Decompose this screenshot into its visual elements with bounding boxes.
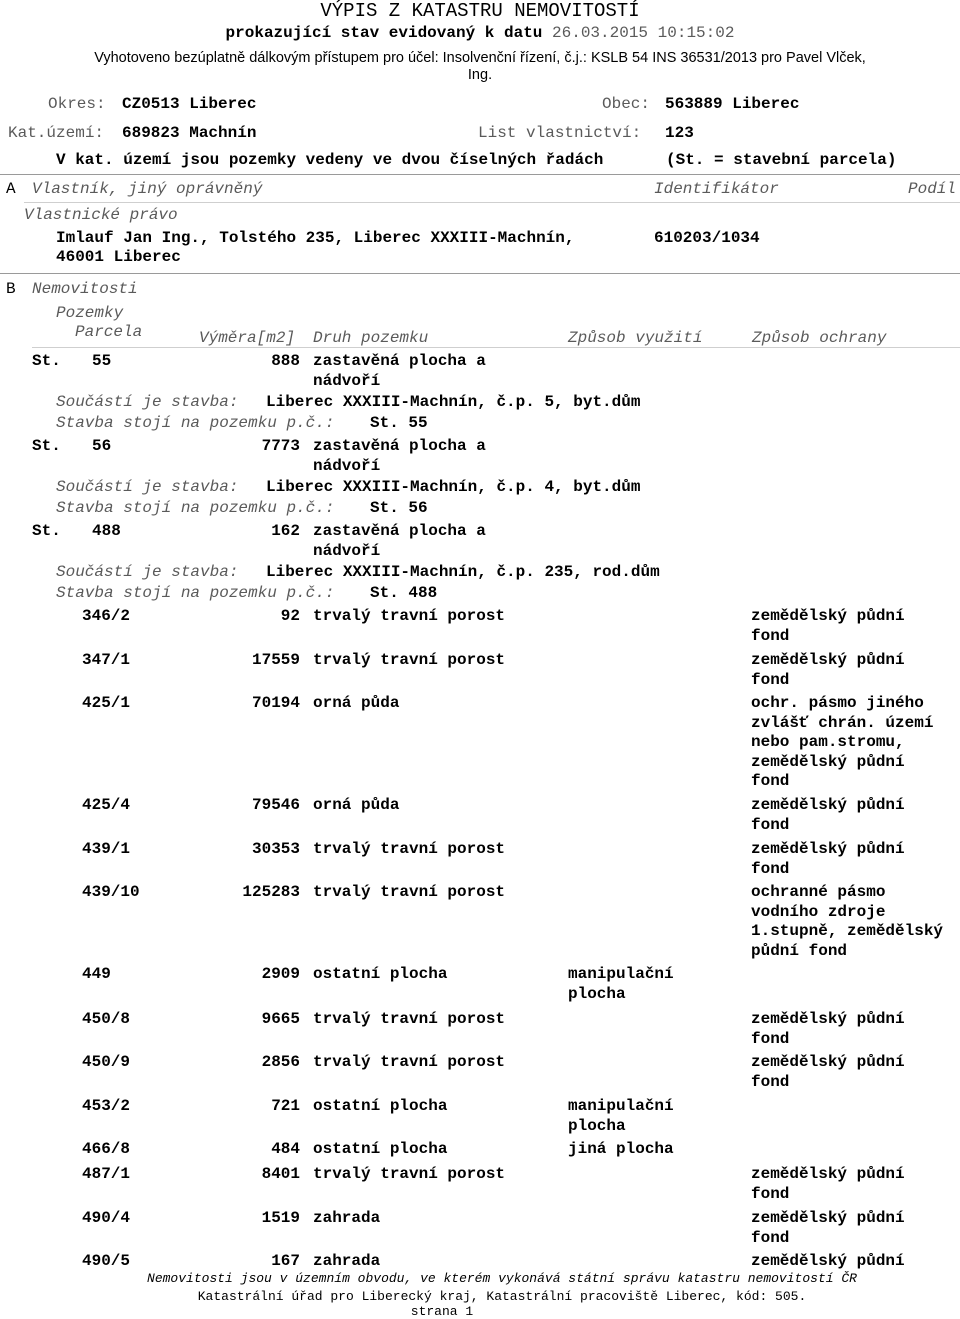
parcel-number: 450/9: [82, 1053, 131, 1071]
parcel-type: zahrada: [313, 1252, 381, 1270]
parcel-protection: zemědělský půdní: [751, 651, 905, 669]
parcel-number: 450/8: [82, 1010, 131, 1028]
building-area: 7773: [261, 437, 300, 455]
document-title: VÝPIS Z KATASTRU NEMOVITOSTÍ: [320, 0, 640, 22]
col-share: Podíl: [908, 180, 957, 198]
parcel-area: 721: [271, 1097, 300, 1115]
parcel-area: 125283: [242, 883, 300, 901]
section-b-letter: B: [6, 280, 16, 298]
col-protection: Způsob ochrany: [752, 329, 887, 347]
ownership-heading: Vlastnické právo: [24, 206, 178, 224]
parcel-protection: zemědělský půdní: [751, 1053, 905, 1071]
building-part-value: Liberec XXXIII-Machnín, č.p. 235, rod.dům: [266, 563, 660, 581]
parcel-area: 8401: [261, 1165, 300, 1183]
parcel-protection: zemědělský půdní: [751, 796, 905, 814]
parcel-protection: fond: [751, 1228, 790, 1247]
parcel-protection: zemědělský půdní: [751, 1165, 905, 1183]
subtitle-label: prokazující stav evidovaný k datu: [225, 24, 543, 42]
parcel-protection: fond: [751, 1072, 790, 1091]
parcel-number: 487/1: [82, 1165, 131, 1183]
parcel-protection: půdní fond: [751, 941, 848, 960]
divider: [24, 202, 960, 203]
parcel-protection: fond: [751, 772, 790, 791]
parcel-type: trvalý travní porost: [313, 883, 506, 901]
building-stands-label: Stavba stojí na pozemku p.č.:: [56, 584, 335, 602]
subtitle-date: 26.03.2015 10:15:02: [552, 24, 735, 42]
parcel-number: 449: [82, 965, 111, 983]
parcel-number: 490/5: [82, 1252, 131, 1270]
series-legend: (St. = stavební parcela): [666, 151, 897, 169]
parcel-area: 70194: [251, 694, 300, 712]
parcel-protection: 1.stupně, zemědělský: [751, 922, 944, 941]
parcel-type: orná půda: [313, 694, 400, 712]
parcel-type: trvalý travní porost: [313, 1053, 506, 1071]
parcel-protection: fond: [751, 859, 790, 878]
parcel-use: manipulační: [568, 1097, 674, 1115]
building-part-value: Liberec XXXIII-Machnín, č.p. 5, byt.dům: [266, 393, 641, 411]
parcel-protection: zemědělský půdní: [751, 840, 905, 858]
col-area: Výměra[m2]: [199, 329, 296, 347]
parcel-use: manipulační: [568, 965, 674, 983]
parcel-area: 2909: [261, 965, 300, 983]
col-identifier: Identifikátor: [654, 180, 779, 198]
building-part-label: Součástí je stavba:: [56, 393, 239, 411]
parcel-type: ostatní plocha: [313, 965, 448, 983]
parcel-area: 484: [271, 1140, 300, 1158]
parcel-protection: fond: [751, 626, 790, 645]
building-prefix: St.: [32, 352, 61, 370]
parcel-protection: fond: [751, 1184, 790, 1203]
section-a-letter: A: [6, 180, 16, 198]
owner-line-1: Imlauf Jan Ing., Tolstého 235, Liberec XXXIII-Machnín,: [56, 229, 575, 247]
parcel-protection: zemědělský půdní: [751, 1010, 905, 1028]
building-type: zastavěná plocha a: [313, 437, 486, 455]
divider: [32, 347, 960, 348]
footer-line-1: Nemovitosti jsou v územním obvodu, ve kterém vykonává státní správu katastru nemovitostí ČR: [147, 1271, 857, 1286]
parcel-area: 30353: [251, 840, 300, 858]
col-type: Druh pozemku: [313, 329, 429, 347]
lv-value: 123: [665, 124, 694, 142]
parcel-number: 439/1: [82, 840, 131, 858]
parcel-type: ostatní plocha: [313, 1097, 448, 1115]
okres-value: CZ0513 Liberec: [122, 95, 257, 113]
parcel-protection: zemědělský půdní: [751, 607, 905, 625]
parcel-number: 453/2: [82, 1097, 131, 1115]
building-area: 888: [271, 352, 300, 370]
parcel-number: 346/2: [82, 607, 131, 625]
section-b-heading: Nemovitosti: [32, 280, 138, 298]
parcel-area: 9665: [261, 1010, 300, 1028]
parcel-protection: nebo pam.stromu,: [751, 733, 905, 752]
parcel-area: 167: [271, 1252, 300, 1270]
section-a-heading: Vlastník, jiný oprávněný: [32, 180, 263, 198]
footer-line-2: Katastrální úřad pro Liberecký kraj, Katastrální pracoviště Liberec, kód: 505.: [197, 1289, 807, 1304]
parcel-type: trvalý travní porost: [313, 840, 506, 858]
col-use: Způsob využití: [568, 329, 703, 347]
divider: [0, 174, 960, 175]
series-note: V kat. území jsou pozemky vedeny ve dvou číselných řadách: [56, 151, 604, 169]
provenance-line-1: Vyhotoveno bezúplatně dálkovým přístupem pro účel: Insolvenční řízení, č.j.: KSLB 54 INS 36531/2013 pro Pavel Vlček,: [94, 50, 866, 66]
parcel-protection: vodního zdroje: [751, 902, 886, 921]
parcel-use: plocha: [568, 985, 626, 1003]
parcel-area: 17559: [251, 651, 300, 669]
provenance-line-2: Ing.: [467, 67, 493, 83]
building-stands-value: St. 56: [370, 499, 428, 517]
building-number: 56: [92, 437, 112, 455]
building-part-label: Součástí je stavba:: [56, 563, 239, 581]
owner-id: 610203/1034: [654, 229, 760, 247]
parcel-type: trvalý travní porost: [313, 1010, 506, 1028]
parcel-area: 79546: [251, 796, 300, 814]
building-stands-value: St. 488: [370, 584, 438, 602]
parcel-protection: fond: [751, 670, 790, 689]
building-type: zastavěná plocha a: [313, 522, 486, 540]
parcel-number: 490/4: [82, 1209, 131, 1227]
parcel-area: 1519: [261, 1209, 300, 1227]
building-part-label: Součástí je stavba:: [56, 478, 239, 496]
building-type: zastavěná plocha a: [313, 352, 486, 370]
divider: [0, 273, 960, 274]
subtitle: [0, 24, 960, 43]
owner-line-2: 46001 Liberec: [56, 248, 181, 266]
parcel-area: 2856: [261, 1053, 300, 1071]
parcel-protection: zvlášť chrán. území: [751, 713, 934, 732]
parcel-area: 92: [280, 607, 300, 625]
parcel-number: 425/4: [82, 796, 131, 814]
lv-label: List vlastnictví:: [478, 124, 642, 142]
parcel-number: 347/1: [82, 651, 131, 669]
okres-label: Okres:: [48, 95, 106, 113]
parcel-type: orná půda: [313, 796, 400, 814]
col-parcel: Parcela: [75, 323, 143, 341]
parcel-type: trvalý travní porost: [313, 607, 506, 625]
parcel-type: zahrada: [313, 1209, 381, 1227]
building-prefix: St.: [32, 522, 61, 540]
parcel-number: 466/8: [82, 1140, 131, 1158]
building-stands-label: Stavba stojí na pozemku p.č.:: [56, 414, 335, 432]
parcel-protection: zemědělský půdní: [751, 1252, 905, 1270]
building-number: 488: [92, 522, 121, 540]
building-type: nádvoří: [313, 372, 381, 390]
parcel-protection: fond: [751, 815, 790, 834]
parcel-protection: ochr. pásmo jiného: [751, 694, 924, 712]
parcel-type: trvalý travní porost: [313, 1165, 506, 1183]
page-number: strana 1: [410, 1304, 474, 1319]
parcel-number: 439/10: [82, 883, 140, 901]
building-stands-label: Stavba stojí na pozemku p.č.:: [56, 499, 335, 517]
parcel-protection: fond: [751, 1029, 790, 1048]
building-prefix: St.: [32, 437, 61, 455]
plots-heading: Pozemky: [56, 304, 124, 322]
building-part-value: Liberec XXXIII-Machnín, č.p. 4, byt.dům: [266, 478, 641, 496]
parcel-number: 425/1: [82, 694, 131, 712]
obec-label: Obec:: [602, 95, 651, 113]
parcel-protection: zemědělský půdní: [751, 752, 905, 771]
parcel-protection: zemědělský půdní: [751, 1209, 905, 1227]
building-area: 162: [271, 522, 300, 540]
obec-value: 563889 Liberec: [665, 95, 800, 113]
parcel-type: ostatní plocha: [313, 1140, 448, 1158]
building-number: 55: [92, 352, 112, 370]
katuzemi-value: 689823 Machnín: [122, 124, 257, 142]
parcel-use: jiná plocha: [568, 1140, 674, 1158]
parcel-use: plocha: [568, 1117, 626, 1135]
parcel-type: trvalý travní porost: [313, 651, 506, 669]
building-stands-value: St. 55: [370, 414, 428, 432]
parcel-protection: ochranné pásmo: [751, 883, 886, 901]
katuzemi-label: Kat.území:: [8, 124, 105, 142]
building-type: nádvoří: [313, 457, 381, 475]
building-type: nádvoří: [313, 542, 381, 560]
